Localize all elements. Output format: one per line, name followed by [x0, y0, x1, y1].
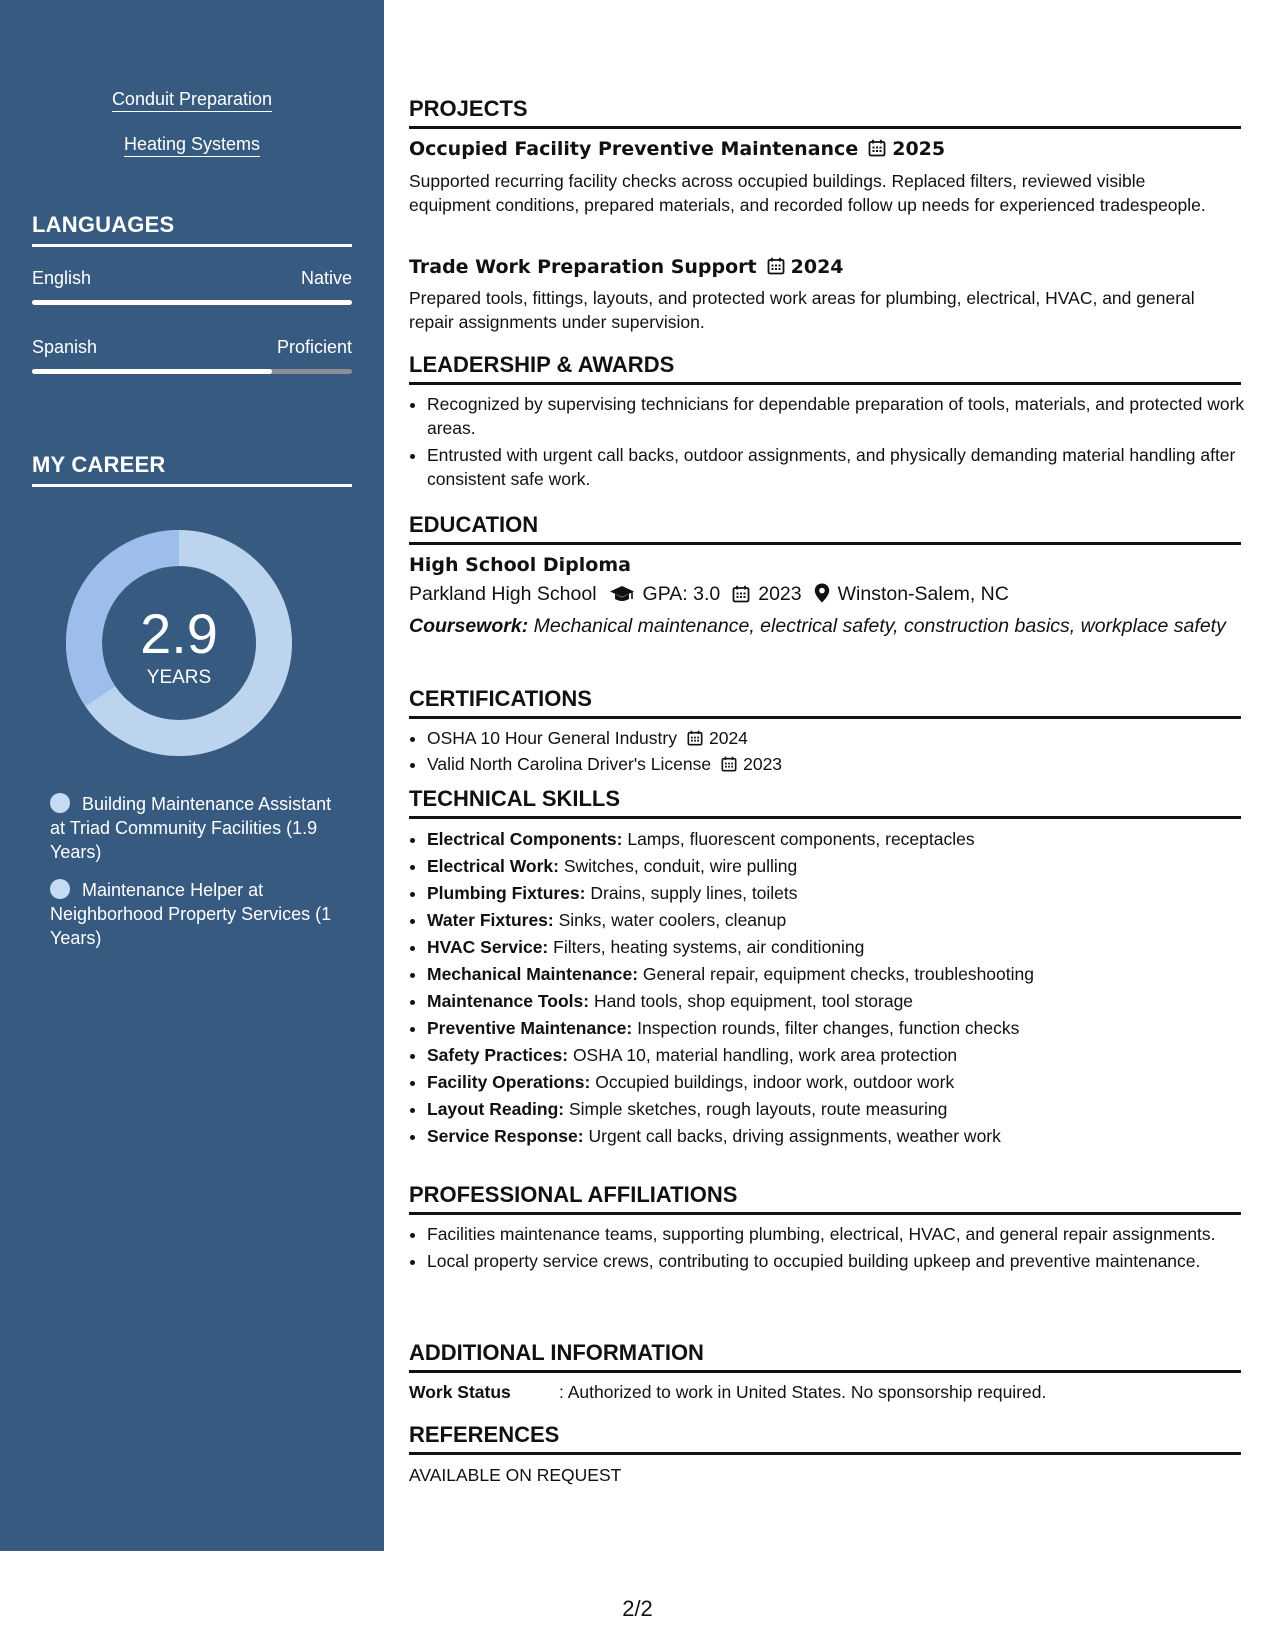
- list-item: • Local property service crews, contributing to occupied building upkeep and preventive maintenance.: [427, 1249, 1247, 1273]
- skill-tag-heating: Heating Systems: [0, 134, 384, 155]
- language-level: Native: [300, 268, 352, 288]
- skill-tag-conduit: Conduit Preparation: [0, 89, 384, 110]
- education-school: Parkland High School: [409, 583, 597, 605]
- education-location: Winston-Salem, NC: [837, 583, 1009, 605]
- career-years-unit: YEARS: [146, 667, 212, 688]
- skill-item: [427, 988, 1247, 1015]
- language-bar-fill: [32, 300, 352, 305]
- skill-value: Sinks, water coolers, cleanup: [558, 910, 787, 930]
- education-year: 2023: [758, 583, 802, 605]
- skill-label: Layout Reading:: [427, 1099, 565, 1119]
- career-dot-icon: [50, 879, 70, 899]
- technical-skills-heading: TECHNICAL SKILLS: [409, 786, 1241, 819]
- list-item: • OSHA 10 Hour General Industry 2024: [427, 726, 1247, 750]
- career-item-2: Maintenance Helper at Neighborhood Property Services (1 Years): [50, 880, 332, 948]
- language-bar-spanish: [32, 369, 352, 374]
- list-item: • Valid North Carolina Driver's License 2023: [427, 752, 1247, 776]
- skill-label: Mechanical Maintenance:: [427, 964, 639, 984]
- skill-label: Electrical Work:: [427, 856, 559, 876]
- career-donut-chart: [66, 530, 292, 756]
- skill-value: Lamps, fluorescent components, receptacles: [627, 829, 975, 849]
- career-heading: MY CAREER: [32, 452, 352, 487]
- skill-label: Electrical Components:: [427, 829, 623, 849]
- calendar-icon: [767, 257, 785, 275]
- location-pin-icon: [814, 583, 830, 603]
- skill-value: Switches, conduit, wire pulling: [563, 856, 798, 876]
- calendar-icon: [687, 730, 703, 746]
- affiliations-heading: PROFESSIONAL AFFILIATIONS: [409, 1182, 1241, 1215]
- education-details: [409, 583, 1009, 606]
- skill-item: [427, 1123, 1247, 1150]
- skill-value: General repair, equipment checks, troubleshooting: [642, 964, 1034, 984]
- skill-item: [427, 880, 1247, 907]
- technical-skills-list: [409, 826, 1247, 1150]
- skill-item: [427, 1042, 1247, 1069]
- list-item: • Facilities maintenance teams, supporting plumbing, electrical, HVAC, and general repair assignments.: [427, 1222, 1247, 1246]
- sidebar: [0, 0, 384, 1551]
- skill-label: Safety Practices:: [427, 1045, 569, 1065]
- work-status-value: : Authorized to work in United States. No sponsorship required.: [559, 1382, 1047, 1402]
- education-degree: High School Diploma: [409, 554, 631, 576]
- education-coursework: Coursework: Mechanical maintenance, electrical safety, construction basics, workplace safety: [409, 615, 1226, 637]
- skill-value: Drains, supply lines, toilets: [590, 883, 798, 903]
- language-row-spanish: [32, 337, 352, 358]
- project-title-1: Occupied Facility Preventive Maintenance 2025: [409, 138, 946, 160]
- calendar-icon: [721, 756, 737, 772]
- skill-value: Simple sketches, rough layouts, route measuring: [568, 1099, 948, 1119]
- calendar-icon: [868, 139, 886, 157]
- career-years-value: 2.9: [140, 602, 218, 665]
- project-description-2: Prepared tools, fittings, layouts, and protected work areas for plumbing, electrical, HVAC, and general repair assignments under supervision.: [409, 288, 1195, 332]
- skill-item: [427, 853, 1247, 880]
- language-name: English: [32, 268, 92, 288]
- list-item: • Recognized by supervising technicians for dependable preparation of tools, materials, and protected work areas.: [427, 392, 1247, 440]
- skill-label: Facility Operations:: [427, 1072, 591, 1092]
- skill-value: Urgent call backs, driving assignments, weather work: [588, 1126, 1001, 1146]
- skill-label: Service Response:: [427, 1126, 584, 1146]
- education-gpa: GPA: 3.0: [642, 583, 721, 605]
- calendar-icon: [732, 585, 750, 603]
- skill-label: Plumbing Fixtures:: [427, 883, 586, 903]
- references-heading: REFERENCES: [409, 1422, 1241, 1455]
- skill-value: Filters, heating systems, air conditioning: [553, 937, 865, 957]
- project-title-2: Trade Work Preparation Support 2024: [409, 256, 844, 278]
- skill-value: Inspection rounds, filter changes, function checks: [637, 1018, 1020, 1038]
- career-item-1: Building Maintenance Assistant at Triad Community Facilities (1.9 Years): [50, 794, 332, 862]
- education-heading: EDUCATION: [409, 512, 1241, 545]
- certifications-list: [409, 726, 1247, 779]
- skill-label: HVAC Service:: [427, 937, 549, 957]
- career-dot-icon: [50, 793, 70, 813]
- work-status-row: [409, 1380, 1229, 1404]
- leadership-heading: LEADERSHIP & AWARDS: [409, 352, 1241, 385]
- skill-value: Occupied buildings, indoor work, outdoor work: [595, 1072, 955, 1092]
- skill-label: Preventive Maintenance:: [427, 1018, 633, 1038]
- project-description-1: Supported recurring facility checks across occupied buildings. Replaced filters, reviewed visible equipment conditions, prepared materials, and recorded follow up needs for experienced tradespeople.: [409, 171, 1206, 215]
- project-year: 2024: [790, 256, 844, 278]
- language-level: Proficient: [276, 337, 352, 357]
- skill-item: [427, 1096, 1247, 1123]
- page-number: 2/2: [622, 1596, 653, 1621]
- additional-info-heading: ADDITIONAL INFORMATION: [409, 1340, 1241, 1373]
- languages-heading: LANGUAGES: [32, 212, 352, 247]
- skill-item: [427, 961, 1247, 988]
- affiliations-list: [409, 1222, 1247, 1276]
- skill-value: OSHA 10, material handling, work area protection: [572, 1045, 958, 1065]
- skill-item: [427, 907, 1247, 934]
- skill-item: [427, 1069, 1247, 1096]
- skill-label: Maintenance Tools:: [427, 991, 590, 1011]
- skill-value: Hand tools, shop equipment, tool storage: [593, 991, 914, 1011]
- language-row-english: [32, 268, 352, 289]
- skill-item: [427, 826, 1247, 853]
- language-bar-english: [32, 300, 352, 305]
- skill-label: Water Fixtures:: [427, 910, 554, 930]
- list-item: • Entrusted with urgent call backs, outdoor assignments, and physically demanding material handling after consistent safe work.: [427, 443, 1247, 491]
- skill-item: [427, 1015, 1247, 1042]
- leadership-list: [409, 392, 1247, 494]
- projects-heading: PROJECTS: [409, 96, 1241, 129]
- language-bar-fill: [32, 369, 272, 374]
- references-text: AVAILABLE ON REQUEST: [409, 1465, 622, 1485]
- certifications-heading: CERTIFICATIONS: [409, 686, 1241, 719]
- work-status-label: Work Status: [409, 1382, 511, 1402]
- skill-item: [427, 934, 1247, 961]
- project-year: 2025: [892, 138, 946, 160]
- language-name: Spanish: [32, 337, 98, 357]
- graduation-cap-icon: [609, 585, 635, 603]
- coursework-label: Coursework:: [409, 615, 529, 637]
